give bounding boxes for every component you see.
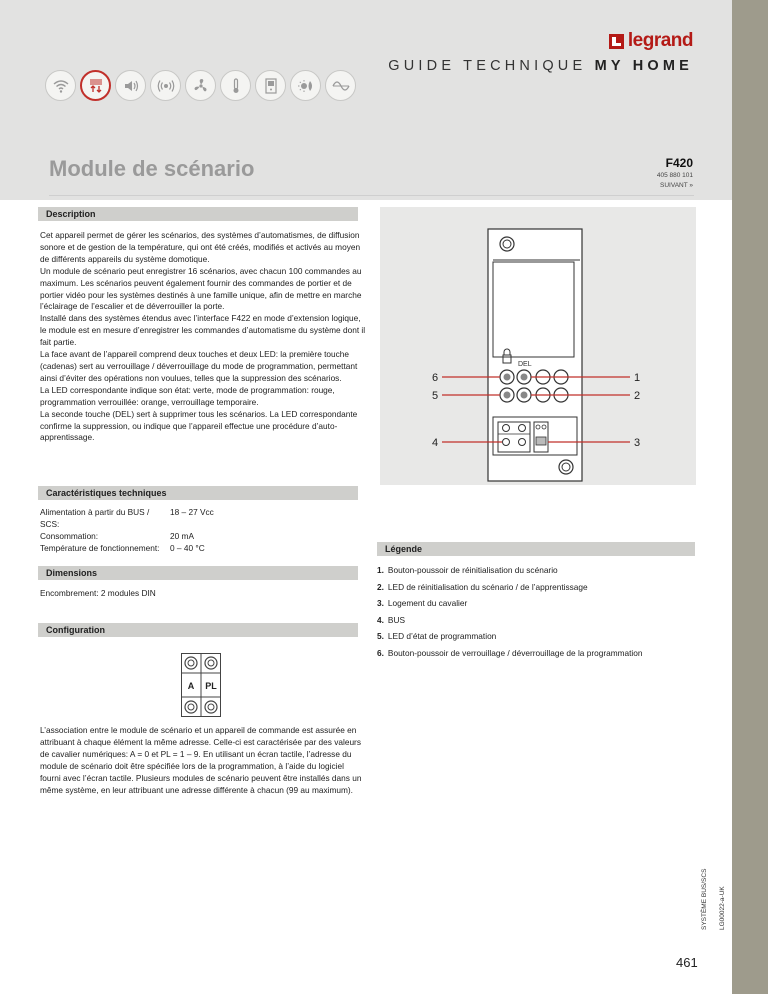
header-divider	[49, 195, 694, 196]
spec-label: Alimentation à partir du BUS / SCS:	[40, 507, 150, 529]
system-label: SYSTÈME BUS/SCS	[701, 868, 708, 930]
dimensions-text: Encombrement: 2 modules DIN	[40, 588, 156, 598]
legend-heading: Légende	[377, 542, 695, 556]
callout-5: 5	[432, 390, 439, 402]
del-label: DEL	[518, 361, 532, 368]
specs-table	[40, 507, 340, 555]
fan-icon[interactable]	[185, 70, 216, 101]
callout-6: 6	[432, 372, 439, 384]
doc-code: LG00022-a-UK	[719, 886, 726, 930]
legend-item	[377, 628, 643, 645]
brand-name: legrand	[627, 30, 693, 51]
legend-number: 3.	[377, 598, 384, 609]
legend-number: 1.	[377, 565, 384, 575]
legend-text: LED de réinitialisation du scénario / de l’apprentissage	[387, 581, 588, 592]
guide-bold: MY HOME	[594, 58, 693, 74]
automation-icon[interactable]	[80, 70, 111, 101]
right-sidebar-band	[732, 0, 768, 994]
callout-3: 3	[634, 437, 641, 449]
spec-label: Consommation:	[40, 530, 99, 541]
legend-item	[377, 595, 643, 612]
sound-waves-icon[interactable]	[150, 70, 181, 101]
legend-text: Logement du cavalier	[387, 598, 468, 609]
legend-number: 5.	[377, 631, 384, 642]
jumper-diagram	[181, 653, 221, 717]
specs-heading: Caractéristiques techniques	[38, 486, 358, 500]
energy-icon[interactable]	[325, 70, 356, 101]
next-page-link[interactable]: SUIVANT »	[660, 182, 693, 189]
jumper-label-pl: PL	[205, 681, 217, 691]
description-paragraph: La seconde touche (DEL) sert à supprimer tous les scénarios. La LED correspondante confirme la suppression, ou indique que l’appareil effectue une procédure d’auto-apprentissage.	[40, 408, 358, 443]
legend-item	[377, 645, 643, 662]
legend-item	[377, 579, 643, 596]
description-paragraph: Installé dans des systèmes étendus avec l’interface F422 en mode d’extension logique, le module est en mesure d’enregistrer les commandes d’automatisme du système dont il fait partie.	[40, 313, 366, 348]
guide-title	[388, 58, 693, 74]
legend-text: Bouton-poussoir de réinitialisation du scénario	[387, 565, 558, 575]
legend-number: 6.	[377, 647, 384, 658]
speaker-icon[interactable]	[115, 70, 146, 101]
description-paragraph: La LED correspondante indique son état: verte, mode de programmation: rouge, programmation verrouillée: orange, verrouillage temporaire.	[40, 384, 335, 407]
callout-2: 2	[634, 390, 641, 402]
legend-item	[377, 612, 643, 629]
video-door-icon[interactable]	[255, 70, 286, 101]
wifi-icon[interactable]	[45, 70, 76, 101]
page-number: 461	[676, 955, 698, 970]
thermometer-icon[interactable]	[220, 70, 251, 101]
legrand-logo-icon	[609, 34, 624, 49]
spec-label: Température de fonctionnement:	[40, 542, 160, 553]
spec-value: 18 – 27 Vcc	[170, 507, 214, 517]
spec-value: 20 mA	[170, 530, 194, 541]
description-heading: Description	[38, 207, 358, 221]
brand-logo	[609, 30, 693, 52]
dimensions-heading: Dimensions	[38, 566, 358, 580]
description-text	[40, 230, 366, 444]
legend-text: LED d’état de programmation	[387, 631, 497, 642]
spec-row	[40, 531, 340, 543]
product-ref-number: 405 880 101	[656, 172, 693, 179]
page-title: Module de scénario	[49, 156, 255, 181]
legend-text: BUS	[387, 614, 405, 625]
category-icons	[45, 70, 356, 101]
guide-prefix: GUIDE TECHNIQUE	[388, 58, 595, 74]
spec-row	[40, 507, 340, 531]
description-paragraph: Un module de scénario peut enregistrer 16 scénarios, avec chacun 100 commandes au maximum. Les scénarios peuvent également fournir des commandes de portier et de portier vidéo pour les systèmes destinés à une famille unique, afin de mettre en marche l’éclairage de l’escalier et de déverrouiller la porte.	[40, 265, 362, 312]
configuration-text: L’association entre le module de scénario et un appareil de commande est assurée en attribuant à chaque élément la même adresse. Celle-ci est caractérisée par des valeurs de cavalier numériques: A = 0 et PL = 1 – 9. En utilisant un écran tactile, l’adresse du module de scénario doit être spécifiée lors de la programmation, à l’aide du logiciel fourni avec l’écran tactile. Plusieurs modules de scénario peuvent être installés dans un même système, en leur attribuant une adresse différente à chacun (99 au maximum).	[40, 725, 362, 795]
spec-row	[40, 543, 340, 555]
legend-number: 4.	[377, 614, 384, 625]
product-reference	[657, 156, 693, 179]
description-paragraph: La face avant de l’appareil comprend deux touches et deux LED: la première touche (cadenas) sert au verrouillage / déverrouillage du mode de programmation, permettant ainsi d’éviter des opérations non voulues, telles que la suppression des scénarios.	[40, 349, 358, 383]
callout-4: 4	[432, 437, 439, 449]
legend-number: 2.	[377, 581, 384, 592]
device-diagram	[380, 207, 696, 485]
jumper-label-a: A	[187, 681, 195, 691]
callout-1: 1	[634, 372, 641, 384]
spec-value: 0 – 40 °C	[170, 542, 205, 553]
day-night-icon[interactable]	[290, 70, 321, 101]
description-paragraph: Cet appareil permet de gérer les scénarios, des systèmes d’automatismes, de diffusion sonore et de gestion de la température, qui ont été créés, modifiés et activés au moyen de différents appareils du système domotique.	[40, 230, 361, 264]
legend-list	[377, 562, 643, 662]
legend-item	[377, 562, 643, 579]
product-code: F420	[665, 156, 693, 170]
configuration-heading: Configuration	[38, 623, 358, 637]
legend-text: Bouton-poussoir de verrouillage / déverrouillage de la programmation	[387, 647, 643, 658]
